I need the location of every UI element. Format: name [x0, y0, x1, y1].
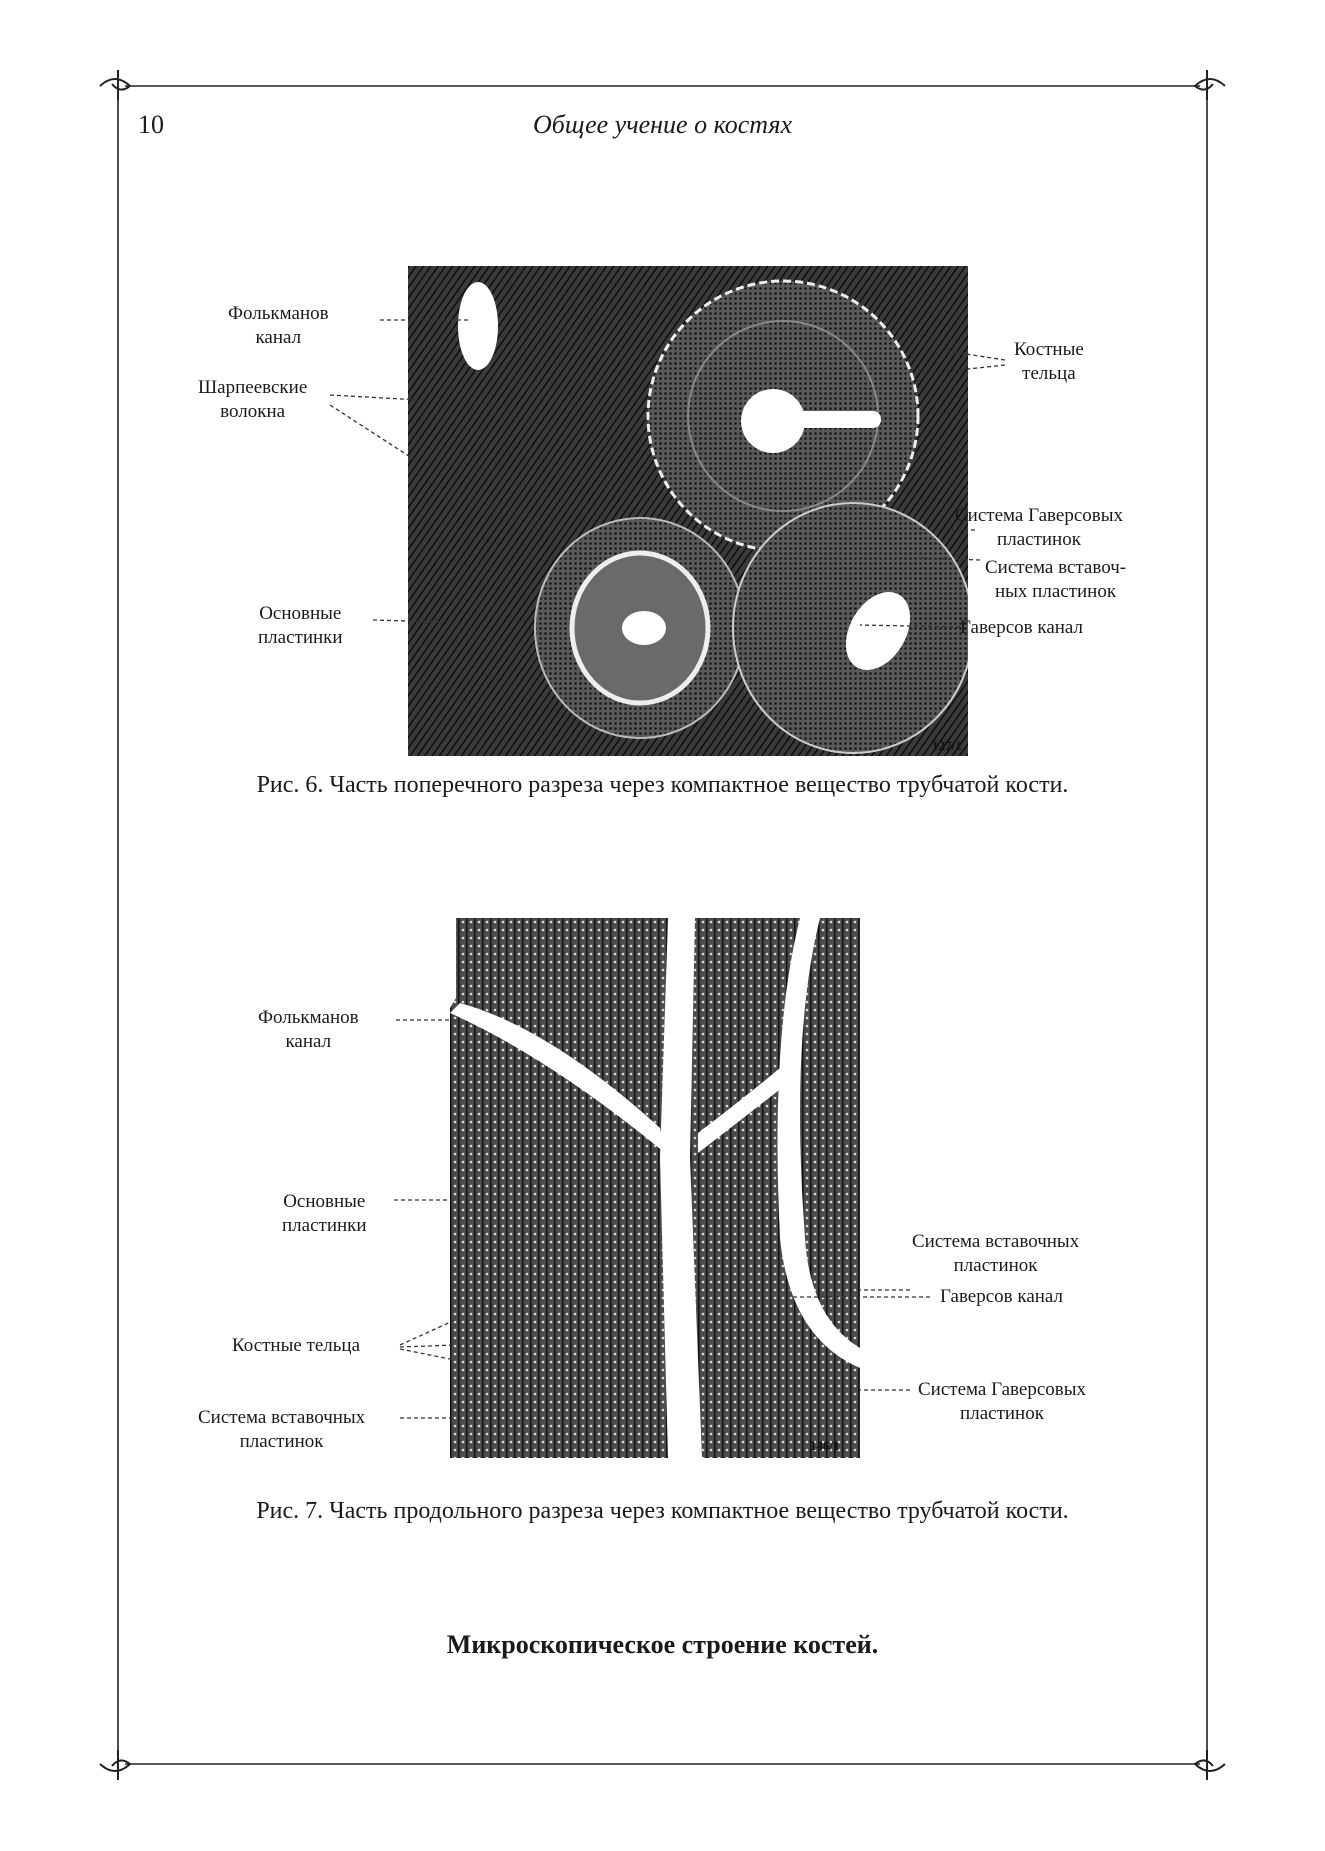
page-number: 10: [138, 110, 164, 139]
figure-6-scale: 127/1: [932, 738, 962, 753]
fig7-label-haversian-canal: Гаверсов канал: [940, 1286, 1064, 1307]
fig6-label-volkmann-canal: Фолькманов канал: [228, 303, 329, 348]
figure-7-caption: Рис. 7. Часть продольного разреза через компактное вещество трубчатой кости.: [256, 1498, 1069, 1524]
fig7-label-haversian-system: Система Гаверсовых пластинок: [918, 1379, 1086, 1424]
fig6-label-basic-lamellae: Основные пластинки: [258, 603, 343, 648]
fig6-label-sharpey-fibers: Шарпеевские волокна: [198, 377, 308, 422]
fig7-label-interstitial-system-left: Система вставочных пластинок: [198, 1407, 366, 1452]
fig6-label-interstitial-system: Система вставоч- ных пластинок: [985, 557, 1127, 602]
fig6-label-bone-cells: Костные тельца: [1014, 339, 1084, 384]
figure-6-caption: Рис. 6. Часть поперечного разреза через компактное вещество трубчатой кости.: [256, 772, 1069, 798]
section-title: Микроскопическое строение костей.: [446, 1630, 879, 1659]
figure-7-scale: 146/1: [810, 1438, 840, 1453]
fig7-label-bone-cells: Костные тельца: [232, 1335, 361, 1356]
fig7-label-interstitial-system-right: Система вставочных пластинок: [912, 1231, 1080, 1276]
running-title: Общее учение о костях: [532, 110, 793, 139]
fig6-label-haversian-canal: Гаверсов канал: [960, 617, 1084, 638]
fig6-label-haversian-system: Система Гаверсовых пластинок: [955, 505, 1123, 550]
figure-6-illustration: [408, 266, 968, 756]
figure-7-illustration: [450, 918, 860, 1458]
fig7-label-volkmann-canal: Фолькманов канал: [258, 1007, 359, 1052]
fig7-label-basic-lamellae: Основные пластинки: [282, 1191, 367, 1236]
